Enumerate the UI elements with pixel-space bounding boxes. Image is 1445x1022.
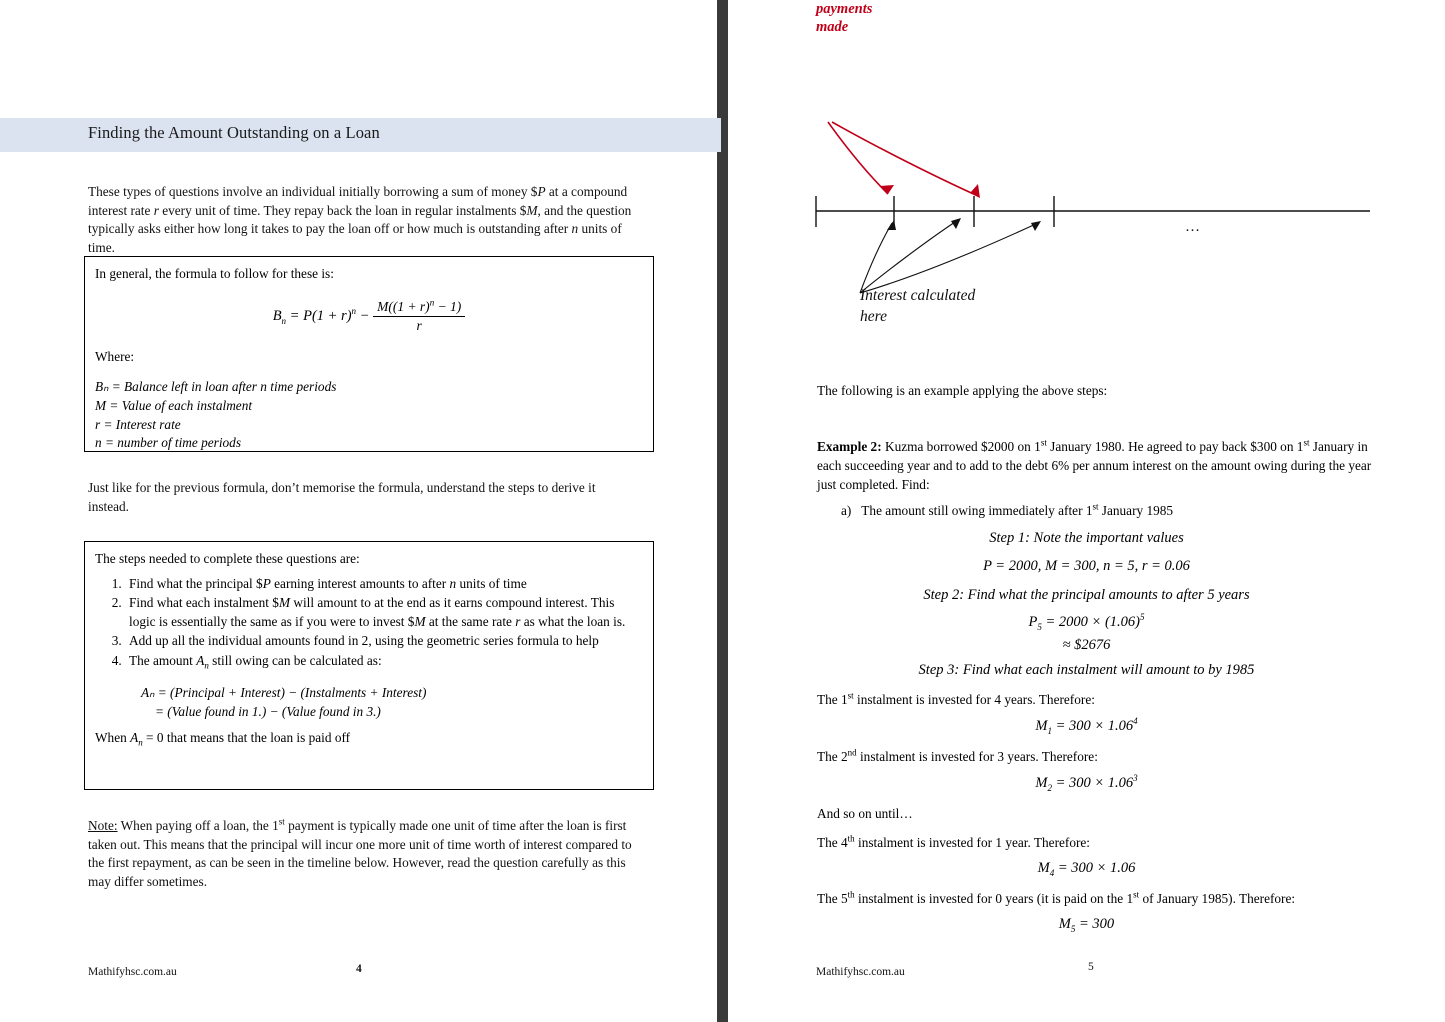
intro-paragraph: These types of questions involve an individual initially borrowing a sum of money $P at a compound interest rate r every unit of time. They repay back the loan in regular instalments $M, and the question typically asks either how long it takes to pay the loan off or how much is outstanding after n units of time. [88, 184, 632, 255]
m2-equation: $M_2 = 300 \times 1.06^3$ [1035, 773, 1138, 793]
interest-calculated-label [860, 285, 975, 327]
note-paragraph: Note: When paying off a loan, the 1st payment is typically made one unit of time after the loan is first taken out. This means that the principal will incur one more unit of time worth of interest compared to the first repayment, as can be seen in the timeline below. However, read the question carefully as this may differ sometimes. [88, 816, 632, 889]
m1-equation: $M_1 = 300 \times 1.06^4$ [1035, 716, 1138, 736]
note-label: Note: [88, 818, 118, 833]
payments-made-label [816, 0, 872, 36]
instalment-2-line: The 2nd instalment is invested for 3 years. Therefore: [817, 747, 1098, 764]
definition-m: M = Value of each instalment [95, 397, 253, 413]
payments-made-line1: payments [816, 1, 873, 17]
and-so-on-line: And so on until… [817, 806, 913, 821]
instalment-4-line: The 4th instalment is invested for 1 year. Therefore: [817, 833, 1091, 850]
step-subformula-line1: Aₙ = (Principal + Interest) − (Instalments + Interest) [141, 685, 427, 701]
instalment-1-line: The 1st instalment is invested for 4 years. Therefore: [817, 690, 1095, 707]
payments-made-line2: made [816, 19, 849, 35]
timeline-ellipsis: … [1185, 219, 1202, 235]
steps-box [84, 541, 654, 790]
page-right [728, 0, 1445, 1022]
page-title: Finding the Amount Outstanding on a Loan [88, 123, 380, 142]
step1-heading: Step 1: Note the important values [989, 530, 1184, 546]
m4-equation: $M_4 = 300 \times 1.06$ [1037, 860, 1136, 878]
footer-page-number-left: 4 [356, 963, 362, 975]
following-example-line: The following is an example applying the above steps: [817, 383, 1108, 398]
general-formula: $B_n = P(1 + r)^n$ − $\frac{M((1 + r)^n - 1)}{r}$ [95, 298, 643, 336]
p5-line1: $P_5 = 2000 \times (1.06)^5$ [1028, 612, 1145, 632]
example-label: Example 2: [817, 439, 882, 454]
general-formula-box [84, 256, 654, 452]
footer-site-left: Mathifyhsc.com.au [88, 966, 177, 978]
example-paragraph: Example 2: Kuzma borrowed $2000 on 1st January 1980. He agreed to pay back $300 on 1st January in each succeeding year and to add to the debt 6% per annum interest on the amount owing during the year just completed. Find: [817, 437, 1372, 492]
steps-list [95, 575, 643, 676]
step2-heading: Step 2: Find what the principal amounts to after 5 years [923, 587, 1250, 603]
definition-bn: Bₙ = Balance left in loan after n time periods [95, 379, 337, 395]
steps-box-closing: When $A_n = 0$ that means that the loan is paid off [95, 730, 351, 748]
step1-values: P = 2000, M = 300, n = 5, r = 0.06 [983, 558, 1190, 574]
step-subformula [141, 683, 643, 721]
interest-label-line1: Interest calculated [860, 287, 976, 304]
footer-site-right: Mathifyhsc.com.au [816, 966, 905, 978]
example-part-a: a) The amount still owing immediately after 1st January 1985 [841, 501, 1174, 518]
step-subformula-line2: = (Value found in 1.) − (Value found in 3.) [155, 704, 381, 720]
interest-label-line2: here [860, 308, 887, 325]
m5-equation: $M_5 = 300$ [1058, 916, 1115, 934]
page-left [0, 0, 717, 1022]
definition-r: r = Interest rate [95, 416, 181, 432]
after-formula-paragraph: Just like for the previous formula, don’t memorise the formula, understand the steps to derive it instead. [88, 480, 596, 514]
footer-page-number-right: 5 [1088, 961, 1094, 973]
step-item-4: 4. The amount $A_n$ still owing can be calculated as: [125, 652, 643, 675]
spread-divider [717, 0, 728, 1022]
p5-line2: ≈ $2676 [1062, 637, 1111, 653]
step-item-2: 2. Find what each instalment $M will amount to at the end as it earns compound interest. This logic is essentially the same as if you were to invest $M at the same rate r as what the loan is. [125, 594, 643, 631]
definition-n: n = number of time periods [95, 435, 241, 451]
where-label: Where: [95, 348, 135, 364]
instalment-5-line: The 5th instalment is invested for 0 years (it is paid on the 1st of January 1985). Therefore: [817, 889, 1296, 906]
steps-box-lead: The steps needed to complete these questions are: [95, 551, 360, 566]
formula-box-lead: In general, the formula to follow for these is: [95, 266, 334, 281]
step-item-1: 1. Find what the principal $P earning interest amounts to after n units of time [125, 575, 643, 594]
step3-heading: Step 3: Find what each instalment will amount to by 1985 [918, 662, 1255, 678]
step-item-3: 3. Add up all the individual amounts found in 2, using the geometric series formula to help [125, 632, 643, 651]
